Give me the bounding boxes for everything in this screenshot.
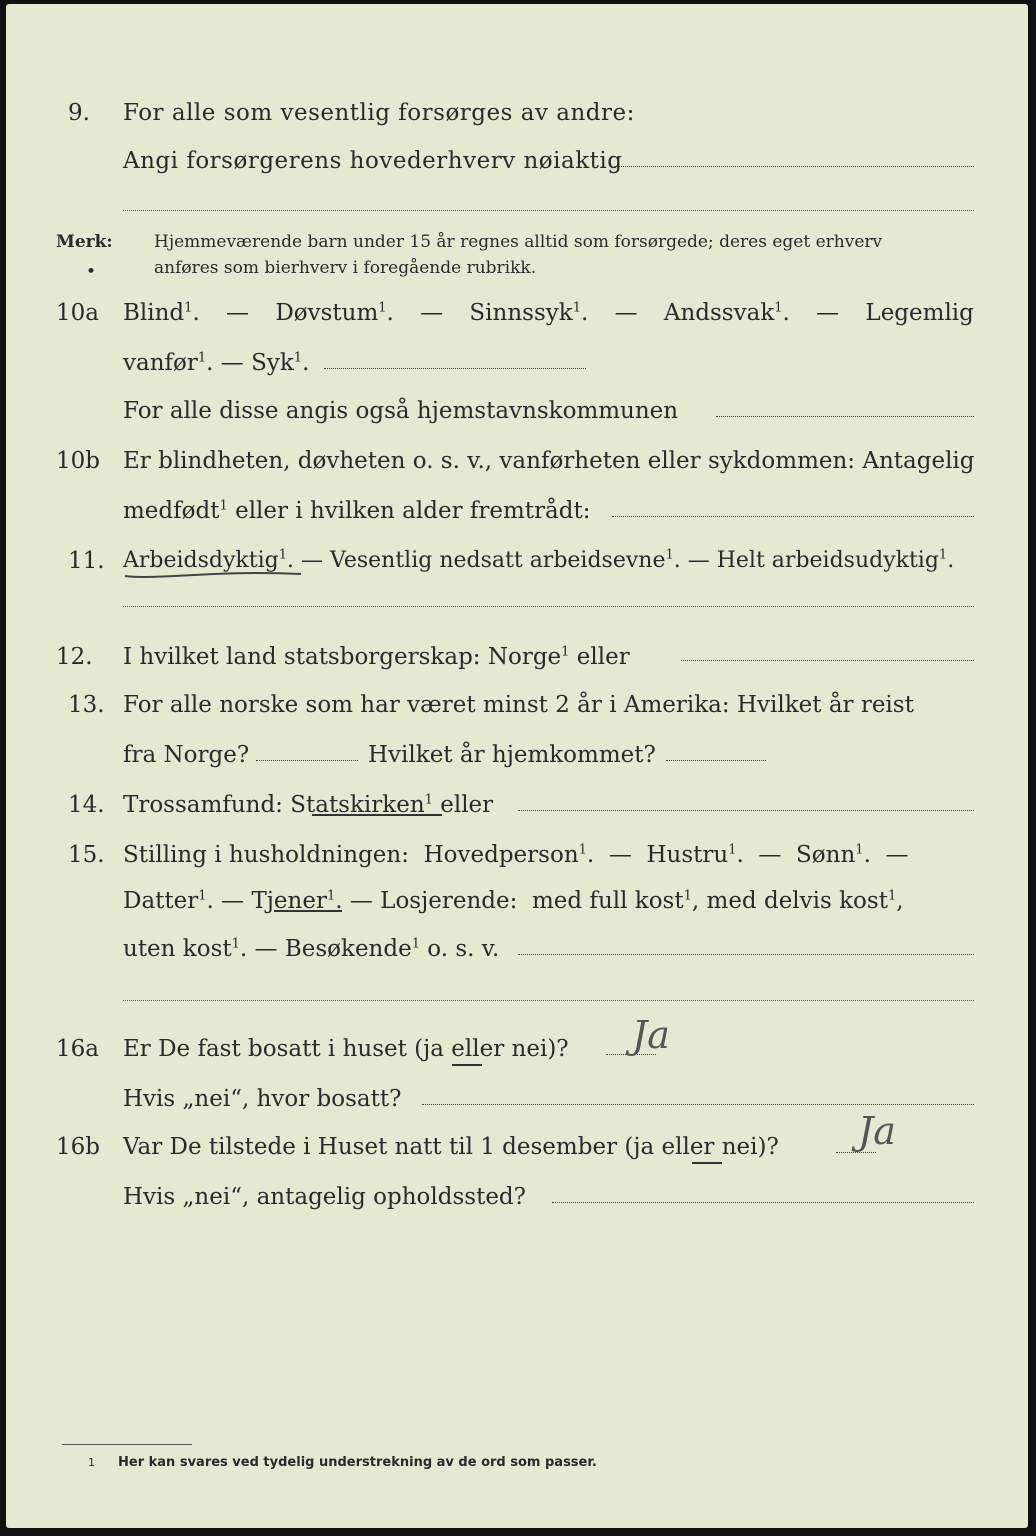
q13-text-hjemkommet: Hvilket år hjemkommet? [368, 742, 656, 768]
q13-hjemkommet-year-line[interactable] [666, 760, 766, 761]
q13-number: 13. [68, 692, 105, 718]
q16a-bosatt-line[interactable] [422, 1104, 974, 1105]
q9-text-line1: For alle som vesentlig forsørges av andre: [123, 100, 635, 126]
merk-label: Merk: [56, 232, 113, 252]
q16a-ja-underline [452, 1064, 482, 1066]
q16a-text-line2: Hvis „nei“, hvor bosatt? [123, 1086, 402, 1112]
footnote-mark: 1 [88, 1456, 95, 1469]
q14-text-line1: Trossamfund: Statskirken$^1$ eller [123, 792, 494, 818]
q10a-word: — [226, 300, 250, 326]
q10a-text-line1 [123, 298, 974, 328]
q15-text-line1: Stilling i husholdningen: Hovedperson$^1$. — Hustru$^1$. — Sønn$^1$. — [123, 842, 909, 868]
q10b-number: 10b [56, 448, 100, 474]
q10a-answer-line[interactable] [324, 368, 586, 369]
q10b-answer-line[interactable] [612, 516, 974, 517]
q12-number: 12. [56, 644, 93, 670]
q16a-text-line1: Er De fast bosatt i huset (ja eller nei)? [123, 1036, 569, 1062]
q9-answer-line[interactable] [614, 166, 974, 167]
q13-reist-year-line[interactable] [256, 760, 358, 761]
q16a-number: 16a [56, 1036, 99, 1062]
q11-answer-line[interactable] [123, 606, 974, 607]
q16b-ja-underline [692, 1162, 722, 1164]
q13-text-line1: For alle norske som har været minst 2 år i Amerika: Hvilket år reist [123, 692, 914, 718]
q10a-word: Legemlig [865, 300, 974, 326]
q16b-handwritten-answer: Ja [858, 1109, 896, 1153]
q14-answer-line[interactable] [518, 810, 974, 811]
census-form-page [6, 4, 1028, 1528]
q16b-number: 16b [56, 1134, 100, 1160]
q16b-text-line2: Hvis „nei“, antagelig opholdssted? [123, 1184, 526, 1210]
merk-bullet: • [86, 262, 97, 282]
q10a-hjemstavn-line[interactable] [716, 416, 974, 417]
q13-text-fra-norge: fra Norge? [123, 742, 250, 768]
q10a-word: — [614, 300, 638, 326]
q9-answer-line-2[interactable] [123, 210, 974, 211]
q10a-word: Døvstum$^1$. [275, 300, 394, 326]
q14-statskirken-underline [312, 814, 442, 816]
q10a-word: — [420, 300, 444, 326]
q15-answer-line[interactable] [518, 954, 974, 955]
q10a-number: 10a [56, 300, 99, 326]
q9-text-line2: Angi forsørgerens hovederhverv nøiaktig [123, 148, 623, 174]
footnote-text: Her kan svares ved tydelig understrekning av de ord som passer. [118, 1455, 597, 1470]
q10a-text-line2: vanfør$^1$. — Syk$^1$. [123, 350, 310, 376]
q9-number: 9. [68, 100, 90, 126]
q16b-text-line1: Var De tilstede i Huset natt til 1 desember (ja eller nei)? [123, 1134, 779, 1160]
q15-text-line3: uten kost$^1$. — Besøkende$^1$ o. s. v. [123, 936, 500, 962]
q10b-text-line1: Er blindheten, døvheten o. s. v., vanførheten eller sykdommen: Antagelig [123, 448, 975, 474]
q14-number: 14. [68, 792, 105, 818]
q10b-text-line2: medfødt$^1$ eller i hvilken alder fremtrådt: [123, 498, 591, 524]
q12-answer-line[interactable] [681, 660, 974, 661]
q10a-word: Blind$^1$. [123, 300, 200, 326]
q15-answer-line-2[interactable] [123, 1000, 974, 1001]
q15-tjener-underline [274, 910, 342, 912]
q15-number: 15. [68, 842, 105, 868]
q11-handwritten-underline [123, 564, 303, 584]
q10a-text-line3: For alle disse angis også hjemstavnskommunen [123, 398, 679, 424]
merk-text-line1: Hjemmeværende barn under 15 år regnes alltid som forsørgede; deres eget erhverv [154, 232, 883, 252]
q10a-word: Andssvak$^1$. [663, 300, 790, 326]
q15-text-line2: Datter$^1$. — Tjener$^1$. — Losjerende: med full kost$^1$, med delvis kost$^1$, [123, 888, 904, 914]
q10a-word: Sinnssyk$^1$. [469, 300, 589, 326]
q10a-word: — [816, 300, 840, 326]
merk-text-line2: anføres som bierhverv i foregående rubrikk. [154, 258, 537, 278]
q16a-handwritten-answer: Ja [632, 1013, 670, 1057]
q12-text-line1: I hvilket land statsborgerskap: Norge$^1$ eller [123, 644, 630, 670]
q11-number: 11. [68, 548, 105, 574]
footnote-separator [62, 1444, 192, 1445]
q16b-opholdssted-line[interactable] [552, 1202, 974, 1203]
q11-text-line1: Arbeidsdyktig$^1$. — Vesentlig nedsatt arbeidsevne$^1$. — Helt arbeidsudyktig$^1$. [123, 547, 955, 573]
